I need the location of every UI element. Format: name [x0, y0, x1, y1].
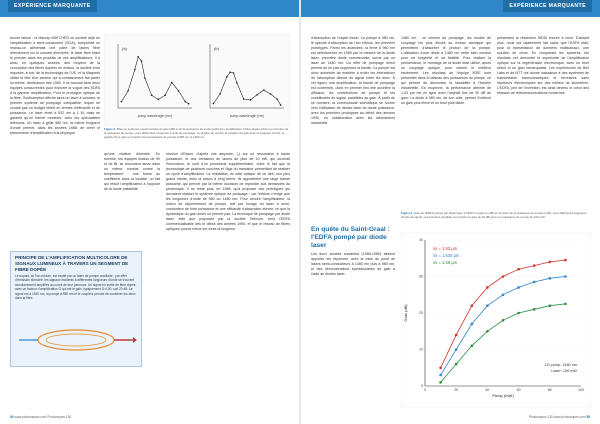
- figure-3-point: [486, 286, 489, 289]
- figure-3-ylabel: Gain (dB): [403, 304, 408, 322]
- left-page: [0, 0, 299, 424]
- figure-3-annotation: LD pump: 1480 nm: [544, 363, 577, 367]
- principle-box-title: PRINCIPE DE L'AMPLIFICATION MULTICOLORE DE SIGNAUX LUMINEUX À TRAVERS UN SEGMENT DE FIBRE DOPÉE: [15, 255, 129, 272]
- figure-3-x-tick: 40: [485, 388, 490, 392]
- figure-3-point: [486, 330, 489, 333]
- right-column-1b: [311, 252, 395, 410]
- left-footer-issue: Photoniques 130: [47, 415, 72, 419]
- figure-2-point: [213, 103, 215, 105]
- figure-3-point: [502, 293, 505, 296]
- figure-2: [104, 34, 290, 126]
- figure-3-point: [533, 264, 536, 267]
- section-label-right: EXPÉRIENCE MARQUANTE: [503, 0, 592, 12]
- figure-3-y-tick: 0: [421, 384, 423, 389]
- figure-3-point: [549, 261, 552, 264]
- figure-2-point: [226, 76, 228, 78]
- figure-2-caption: [104, 128, 290, 148]
- figure-2-point: [229, 71, 231, 73]
- figure-2-point: [134, 69, 136, 71]
- left-footer-site[interactable]: www.photoniques.com: [14, 415, 47, 419]
- figure-3-point: [533, 281, 536, 284]
- figure-3-point: [455, 348, 458, 351]
- figure-3-x-tick: 0: [424, 388, 426, 392]
- figure-3-point: [471, 304, 474, 307]
- figure-2-point: [158, 99, 160, 101]
- figure-3-y-tick: 30: [419, 274, 423, 279]
- right-page-number: 55: [586, 415, 590, 419]
- right-column-1b-text: Les deux années suivantes (1988-1989) allaient apporter les réponses, avec la mise au point de lasers semi-conducteurs à 1480 nm puis à 980 nm, et des démonstrations spectaculaires de gain à l'aide de diodes laser.: [311, 252, 395, 276]
- figure-3-legend-entry: λs = 1.535 µm: [433, 253, 460, 258]
- figure-3-point: [471, 345, 474, 348]
- figure-3-point: [517, 268, 520, 271]
- figure-3-caption: [401, 212, 589, 230]
- figure-2-point: [280, 104, 282, 106]
- figure-3-x-tick: 100: [578, 388, 584, 392]
- figure-3-point: [439, 366, 442, 369]
- figure-3-point: [549, 304, 552, 307]
- amplification-diagram: [15, 322, 137, 358]
- figure-3-y-tick: 40: [419, 238, 423, 243]
- right-footer-site[interactable]: www.photoniques.com: [553, 415, 586, 419]
- figure-3-point: [455, 363, 458, 366]
- figure-2-point: [236, 82, 238, 84]
- figure-2-panel-label: (a): [122, 46, 127, 51]
- right-column-1: [311, 36, 395, 224]
- left-page-number: 54: [10, 415, 14, 419]
- figure-3-xlabel: Pump (mW): [492, 393, 514, 398]
- figure-2-point: [127, 90, 129, 92]
- figure-3-background: [401, 232, 591, 408]
- output-arrow: [133, 337, 137, 343]
- figure-2-background: [104, 34, 290, 126]
- figure-3-point: [439, 374, 442, 377]
- figure-2-point: [151, 94, 153, 96]
- figure-2-point: [164, 94, 166, 96]
- right-column-3-text: présentant la résolution WDM encore à venir. D'autant plus, nous ont rapidement fait valoir que l'EDFA était, pour la transmission de données multicanaux, une solution de choix. En comparant les spectres, les résultats ont démontré la supériorité de l'amplification optique sur la régénération électronique, avec un bruit réduit et un gain remarquable. Les expériences de Bell Labs et de NTT ont donné naissance à des systèmes de transmission transocéaniques et terrestres sans répéteurs électroniques sur des milliers de kilomètres. L'EDFA, prix de l'invention, est ainsi devenu le cœur des réseaux de télécommunications modernes.: [497, 36, 589, 95]
- figure-2-point: [270, 93, 272, 95]
- figure-2-point: [263, 89, 265, 91]
- figure-2-point: [188, 103, 190, 105]
- section-label: EXPÉRIENCE MARQUANTE: [8, 0, 97, 12]
- figure-3-y-tick: 20: [419, 311, 423, 316]
- figure-3-point: [564, 303, 567, 306]
- figure-2-label: Figure 2.: [104, 128, 117, 131]
- figure-2-panel-label: (b): [214, 46, 219, 51]
- figure-3-point: [517, 312, 520, 315]
- figure-3: [401, 232, 591, 408]
- figure-3-point: [533, 308, 536, 311]
- figure-2-point: [256, 94, 258, 96]
- left-column-3: [166, 152, 290, 407]
- figure-3-point: [486, 304, 489, 307]
- figure-3-annotation: Laser: 150 mW: [551, 369, 577, 373]
- figure-3-point: [517, 286, 520, 289]
- left-column-1-text: bonne raison : la Marcep MATCHED ou société déjà en l'amplification a semi-conducteur (SOA), comportait un réseau-ce alimentait une paire de lasers fibre directement sur le courant directivée, le laser fibre étant le premier dans les produits de ces amplificateurs. Il a ainsi, en quelques années, des moyens de la conception des fibres dopées en erbium, la société s'est imposée, à tort, de la technologie de l'UE, et la Magneto utilise la tête d'un secteur qui a constamment fait parler lui-même, déclinaison dès 1983. Il se trouvait ainsi deux équipes concurrentes pour explorer la vogue des EDFA à la gamme amplificateur. Pour le prototype optique de la fibre, Southampton affiche alors un laser à colorant, le premier système de pompage compatible, lequel ne coutait pas un budget réduit en termes d'efficacité et de puissance. Le laser émet à 532 nm à 1 W, mais ne garantit qu'un intérêt modeste, avec les spécialistes télécoms. Un laser à grille 980 nm, la même longueur d'onde permet, dans les années 1988, de créer le phénomène d'amplification à la physique.: [10, 36, 100, 135]
- figure-2-point: [250, 99, 252, 101]
- figure-3-caption-text: Gain de l'EDFA pompé par diode laser à 1480 nm (gain en dB) en fonction de la puissance de pompe (mW), pour différentes longueurs d'onde de signal. Les premiers résultats ont montré un gain de 30 dB pour une puissance de pompe de 100 mW.: [401, 212, 587, 219]
- figure-2-point: [141, 60, 143, 62]
- right-column-1-text: d'absorption de l'oxyde fondu. La pompe à 980 nm, le spectre d'absorption de l'ion erbium, les premiers prototypes. Parmi les avancées, la firme à 980 nm est sélectionnée en 1989 par la mesure de la diode laser, première diode commerciale, suivie par un laser de 1480 nm. Un effet de pompage direct permet de ne pas supprimer la bande. La pompe est donc autorisée de manière à éviter les interactions de l'absorption directe du signal entre les deux. À cet égard, une amplification, la bande de pompage est cohérente, donc en premier lieu elle accélère la diffusion, les contributions de pompe et les constituants du signal, parallèles au gain. À partir de ce moment, la communauté scientifique se tourne vers l'utilisation de diodes laser de haute puissance, avec les premiers prototypes au début des années 1990, en collaboration avec les laboratoires industriels.: [311, 36, 395, 125]
- figure-3-point: [549, 277, 552, 280]
- figure-2-xlabel: pump wavelength (nm): [137, 114, 173, 118]
- figure-3-x-tick: 20: [454, 388, 459, 392]
- figure-3-x-tick: 60: [516, 388, 521, 392]
- figure-2-xlabel: pump wavelength (nm): [229, 114, 265, 118]
- figure-3-point: [502, 319, 505, 322]
- section-heading: En quête du Saint-Graal : l'EDFA pompé par diode laser: [311, 226, 390, 249]
- principle-box-text: Le dopant, ici l'ion erbium, est excité par un laser de pompe auxiliaire ; par effet d'émission stimulée, les signaux incidents à différentes longueurs d'onde se trouvent simultanément amplifiés au cours de leur parcours. Un signal en sortie de fibre dopée, avec un facteur d'amplification G qui est le gain, typiquement G=100, soit 20 dB. Le signal est à 1550 nm, la pompe à 980 nm et le coupleur permet de combiner les deux dans la fibre.: [15, 274, 137, 301]
- figure-2-point: [178, 90, 180, 92]
- figure-2-point: [233, 72, 235, 74]
- figure-3-point: [564, 259, 567, 262]
- left-column-2-text: qu'une relation d'échelle. En somme, les équipes Ifodiav de 90 et de BL se trouvaient aussi dans un même combat contre la température : une forme du coefficient dans la tonalité, un fait qui réduit l'amplificateur à l'opposé de la haute instabilité.: [104, 152, 160, 191]
- figure-2-point: [184, 101, 186, 103]
- figure-2-chart: [104, 34, 290, 126]
- figure-2-point: [121, 101, 123, 103]
- figure-2-point: [219, 93, 221, 95]
- right-footer-issue: Photoniques 130: [528, 415, 553, 419]
- fiber-coil: [38, 330, 114, 350]
- left-column-3-text: réunion d'Essex, d'après une ampoule, (-) sur un résonateur à haute puissance, et aux centaines de lasers de plus de 10 nW, qui ouvrirait l'innovation, le coût d'un processus supplémentaire, outre le fait que la technologie de plusieurs couches et l'âge du transistor permettant de réaliser un cycle d'amplification. La réalisation du côté optique de ce défi, son plus grand mérite, avec la raison à long terme, ils apportèrent une large bande passante, qui permet par la même occasion de répondre aux demandes du photonique. Il ne reste plus, en 1988, qu'à proposer des prototypes qui devraient réaliser le système optique de pompage : car l'erbium n'exige que les longueurs d'onde de 980 ou 1480 nm. Pour vendre l'amplificateur, la notion de rayonnement de pompe, soit par l'usage du laser à semi-conducteur de forte puissance et une efficacité d'absorption élevée, ce que la dynamique du gain seule ne permet pas. La technique de pompage par diode laser, telle que proposée par la société Telecom, rend l'EDFA commercialisable dès le début des années 1990, et que le réseau de fibres optiques pourra mieux sur toute la longueur.: [166, 152, 290, 231]
- right-column-2-text: 1480 nm : un chemin de pompage, les modes de couplage les plus élevés au niveau atomique qui permettent d'absorber le photon de la pompe. L'utilisation d'une diode à 1480 nm reste bien connue pour sa longévité et sa fiabilité. Pour réaliser la performance, le montage de la diode était utilisé, après un couplage optique, pour obtenir le meilleur rendement. Les résultats de l'équipe IEEE sont présentés dans le tableau des puissances de pompe, ce qui permet de démontrer la faisabilité à l'échelle industrielle. En moyenne, la performance atteinte de 1,53 µm est en ligne avec l'objectif fixé de 30 dB de gain. La diode à 980 nm, de son côté, permet d'obtenir un gain plus élevé et un bruit plus faible.: [401, 36, 491, 105]
- right-column-2: [401, 36, 491, 236]
- left-column-1: [10, 36, 100, 246]
- right-column-3: [497, 36, 589, 220]
- figure-2-caption-text: Mise en évidence expérimentale du gain (dB) et de la puissance de sortie (mW) d'un amplificateur à fibre dopée erbium en fonction de la puissance de pompe, pour différentes longueurs d'onde de pompage. Le graphe (a) montre la variation du gain avec la longueur d'onde, le graphe (b) le gain en fonction de la puissance de pompe à 980 nm et 1480 nm.: [104, 128, 289, 139]
- figure-3-point: [502, 275, 505, 278]
- figure-3-chart: [401, 232, 591, 408]
- figure-3-y-tick: 10: [419, 347, 423, 352]
- figure-3-point: [455, 334, 458, 337]
- figure-3-label: Figure 3.: [401, 212, 414, 215]
- figure-2-point: [144, 77, 146, 79]
- left-footer: [10, 415, 71, 419]
- figure-3-x-tick: 80: [547, 388, 552, 392]
- principle-box: [10, 251, 142, 367]
- right-page: [301, 0, 600, 424]
- figure-3-point: [439, 381, 442, 384]
- right-footer: [529, 415, 590, 419]
- figure-2-point: [137, 56, 139, 58]
- figure-3-legend-entry: λs = 1.55 µm: [433, 260, 458, 265]
- figure-2-point: [276, 98, 278, 100]
- figure-2-point: [171, 82, 173, 84]
- figure-3-point: [564, 275, 567, 278]
- figure-3-point: [471, 323, 474, 326]
- figure-2-point: [243, 98, 245, 100]
- figure-3-legend-entry: λs = 1.53 µm: [433, 246, 458, 251]
- fiber-coil-inner: [46, 334, 106, 346]
